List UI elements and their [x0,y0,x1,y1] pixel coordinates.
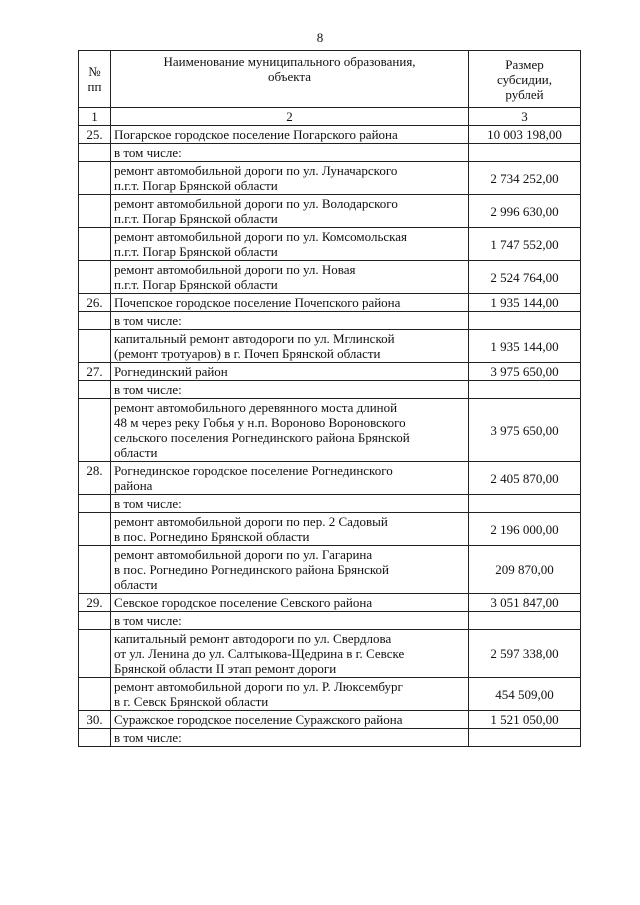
row-name: ремонт автомобильной дороги по ул. Комсомольская п.г.т. Погар Брянской области [111,228,469,261]
table-row [79,381,581,399]
row-name: в том числе: [111,612,469,630]
row-amount: 2 405 870,00 [469,462,581,495]
row-amount: 3 975 650,00 [469,363,581,381]
table-row [79,711,581,729]
column-number: 2 [111,108,469,126]
table-row [79,228,581,261]
row-name: Погарское городское поселение Погарского района [111,126,469,144]
row-number [79,195,111,228]
row-number [79,630,111,678]
row-amount: 2 597 338,00 [469,630,581,678]
row-number [79,513,111,546]
row-name: ремонт автомобильного деревянного моста длиной 48 м через реку Гобья у н.п. Вороново Вороновского сельского поселения Рогнединского района Брянской области [111,399,469,462]
row-name: Рогнединский район [111,363,469,381]
row-name: ремонт автомобильной дороги по ул. Новая п.г.т. Погар Брянской области [111,261,469,294]
row-number [79,678,111,711]
row-name: Суражское городское поселение Суражского района [111,711,469,729]
header-num: № пп [79,51,111,108]
row-amount [469,144,581,162]
row-name: Рогнединское городское поселение Рогнединского района [111,462,469,495]
row-name: в том числе: [111,312,469,330]
row-amount [469,729,581,747]
table-row [79,294,581,312]
row-amount [469,312,581,330]
row-amount: 3 051 847,00 [469,594,581,612]
table-row [79,729,581,747]
row-name: ремонт автомобильной дороги по ул. Гагарина в пос. Рогнедино Рогнединского района Брянской области [111,546,469,594]
table-row [79,162,581,195]
row-amount: 1 935 144,00 [469,294,581,312]
row-name: ремонт автомобильной дороги по пер. 2 Садовый в пос. Рогнедино Брянской области [111,513,469,546]
table-row [79,462,581,495]
table-row [79,513,581,546]
row-number [79,399,111,462]
row-number: 29. [79,594,111,612]
row-amount: 2 996 630,00 [469,195,581,228]
row-name: ремонт автомобильной дороги по ул. Луначарского п.г.т. Погар Брянской области [111,162,469,195]
table-row [79,144,581,162]
column-number: 1 [79,108,111,126]
row-name: Почепское городское поселение Почепского района [111,294,469,312]
row-number [79,495,111,513]
table-header-row [79,51,581,108]
table-row [79,612,581,630]
row-number [79,162,111,195]
table-row [79,594,581,612]
row-name: в том числе: [111,729,469,747]
row-name: капитальный ремонт автодороги по ул. Мглинской (ремонт тротуаров) в г. Почеп Брянской области [111,330,469,363]
row-name: ремонт автомобильной дороги по ул. Володарского п.г.т. Погар Брянской области [111,195,469,228]
row-name: в том числе: [111,495,469,513]
row-number [79,729,111,747]
table-row [79,126,581,144]
row-number: 28. [79,462,111,495]
row-amount [469,495,581,513]
page-number: 8 [316,30,324,45]
table-row [79,546,581,594]
row-amount: 454 509,00 [469,678,581,711]
table-row [79,495,581,513]
row-name: в том числе: [111,381,469,399]
row-number: 27. [79,363,111,381]
table-row [79,312,581,330]
row-name: в том числе: [111,144,469,162]
row-number [79,330,111,363]
row-amount: 1 747 552,00 [469,228,581,261]
table-row [79,630,581,678]
row-name: капитальный ремонт автодороги по ул. Свердлова от ул. Ленина до ул. Салтыкова-Щедрина в г. Севске Брянской области II этап ремонт дороги [111,630,469,678]
row-number [79,546,111,594]
row-number [79,381,111,399]
row-number [79,612,111,630]
column-number: 3 [469,108,581,126]
row-number [79,228,111,261]
row-amount: 2 524 764,00 [469,261,581,294]
row-amount: 1 521 050,00 [469,711,581,729]
row-number: 25. [79,126,111,144]
row-amount: 3 975 650,00 [469,399,581,462]
row-number [79,312,111,330]
row-number [79,144,111,162]
row-number: 30. [79,711,111,729]
row-name: Севское городское поселение Севского района [111,594,469,612]
column-numbers-row [79,108,581,126]
table-row [79,399,581,462]
row-amount: 2 196 000,00 [469,513,581,546]
row-number: 26. [79,294,111,312]
table-row [79,330,581,363]
subsidy-table [78,50,581,747]
table-row [79,195,581,228]
row-amount: 1 935 144,00 [469,330,581,363]
row-amount: 2 734 252,00 [469,162,581,195]
row-amount: 10 003 198,00 [469,126,581,144]
row-number [79,261,111,294]
table-row [79,261,581,294]
row-name: ремонт автомобильной дороги по ул. Р. Люксембург в г. Севск Брянской области [111,678,469,711]
table-row [79,678,581,711]
row-amount [469,381,581,399]
header-name: Наименование муниципального образования, объекта [111,51,469,108]
row-amount: 209 870,00 [469,546,581,594]
row-amount [469,612,581,630]
table-row [79,363,581,381]
header-amount: Размер субсидии, рублей [469,51,581,108]
